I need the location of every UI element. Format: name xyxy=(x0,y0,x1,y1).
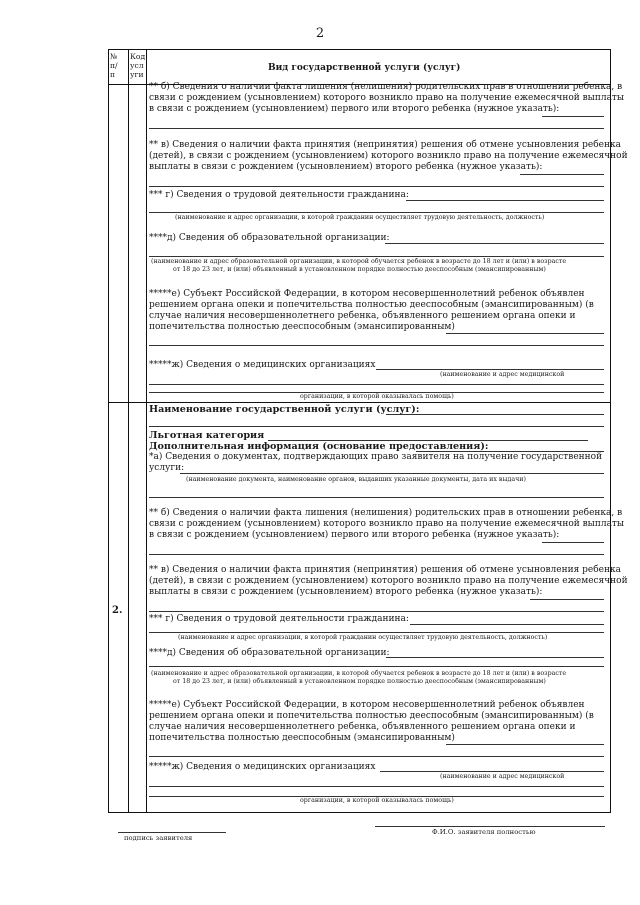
column-divider-code xyxy=(146,49,147,813)
input-line[interactable] xyxy=(149,256,604,257)
input-line[interactable] xyxy=(149,426,604,427)
section1-item-zh: *****ж) Сведения о медицинских организациях xyxy=(149,360,376,370)
section2-item-d-note: (наименование и адрес образовательной организации, в которой обучается ребенок в возрасте до 18 лет и (или) в возрасте от 18 до 23 лет, и (или) объявленный в установленном порядке полностью дееспособным (эмансипированным) xyxy=(151,670,567,685)
section1-item-v: ** в) Сведения о наличии факта принятия (непринятия) решения об отмене усыновления ребенка (детей), в связи с рождением (усыновлением) которого возникло право на получение ежемесячной выплаты в связи с рождением (усыновлением) второго ребенка (нужное указать): xyxy=(149,140,628,172)
signature-line[interactable] xyxy=(118,832,226,833)
header-col-no: № п/ п xyxy=(110,52,118,79)
input-line[interactable] xyxy=(149,212,604,213)
input-line[interactable] xyxy=(149,611,604,612)
section2-item-d: ****д) Сведения об образовательной организации: xyxy=(149,648,390,658)
section2-item-zh-note2: организации, в которой оказывалась помощь) xyxy=(300,797,454,804)
input-line[interactable] xyxy=(542,116,604,117)
input-line[interactable] xyxy=(385,243,604,244)
input-line[interactable] xyxy=(149,497,604,498)
section2-item-zh: *****ж) Сведения о медицинских организациях xyxy=(149,762,376,772)
section2-service-name: Наименование государственной услуги (услуг): xyxy=(149,404,420,415)
section1-item-g-note: (наименование и адрес организации, в которой гражданин осуществляет трудовую деятельность, должность) xyxy=(175,214,545,221)
input-line[interactable] xyxy=(542,542,604,543)
section2-item-e: *****е) Субъект Российской Федерации, в котором несовершеннолетний ребенок объявлен решением органа опеки и попечительства полностью дееспособным (эмансипированным) (в случае наличия несовершеннолетнего ребенка, объявленного решением органа опеки и попечительства полностью дееспособным (эмансипированным) xyxy=(149,700,594,743)
input-line[interactable] xyxy=(410,624,604,625)
input-line[interactable] xyxy=(446,744,604,745)
page-number: 2 xyxy=(315,26,325,41)
section2-category: Льготная категория xyxy=(149,430,265,441)
section1-item-zh-note1: (наименование и адрес медицинской xyxy=(440,371,565,378)
input-line[interactable] xyxy=(520,174,604,175)
section2-item-g-note: (наименование и адрес организации, в которой гражданин осуществляет трудовую деятельность, должность) xyxy=(178,634,548,641)
input-line[interactable] xyxy=(149,384,604,385)
input-line[interactable] xyxy=(446,333,604,334)
section2-item-a-note: (наименование документа, наименование органов, выдавших указанные документы, дата их выдачи) xyxy=(186,476,526,483)
input-line[interactable] xyxy=(149,666,604,667)
header-col-code: Код усл уги xyxy=(130,52,146,79)
section2-additional: Дополнительная информация (основание предоставления): xyxy=(149,441,489,452)
input-line[interactable] xyxy=(406,200,604,201)
input-line[interactable] xyxy=(530,599,604,600)
row-number: 2. xyxy=(112,605,123,616)
input-line[interactable] xyxy=(149,632,604,633)
section2-item-b: ** б) Сведения о наличии факта лишения (нелишения) родительских прав в отношении ребенка, в связи с рождением (усыновлением) которого возникло право на получение ежемесячной выплаты в связи с рождением (усыновлением) первого или второго ребенка (нужное указать): xyxy=(149,508,625,540)
full-name-caption: Ф.И.О. заявителя полностью xyxy=(432,828,536,836)
input-line[interactable] xyxy=(386,414,604,415)
section1-item-e: *****е) Субъект Российской Федерации, в котором несовершеннолетний ребенок объявлен решением органа опеки и попечительства полностью дееспособным (эмансипированным) (в случае наличия несовершеннолетнего ребенка, объявленного решением органа опеки и попечительства полностью дееспособным (эмансипированным) xyxy=(149,289,594,332)
column-divider-no xyxy=(128,49,129,813)
input-line[interactable] xyxy=(149,186,604,187)
input-line[interactable] xyxy=(376,369,604,370)
section2-item-v: ** в) Сведения о наличии факта принятия (непринятия) решения об отмене усыновления ребенка (детей), в связи с рождением (усыновлением) которого возникло право на получение ежемесячной выплаты в связи с рождением (усыновлением) второго ребенка (нужное указать): xyxy=(149,565,628,597)
input-line[interactable] xyxy=(149,786,604,787)
full-name-line[interactable] xyxy=(375,826,605,827)
section2-item-a: *а) Сведения о документах, подтверждающих право заявителя на получение государственной услуги: xyxy=(149,452,603,473)
signature-caption: подпись заявителя xyxy=(124,834,193,842)
input-line[interactable] xyxy=(180,473,604,474)
section2-item-zh-note1: (наименование и адрес медицинской xyxy=(440,773,565,780)
input-line[interactable] xyxy=(149,756,604,757)
section1-item-d: ****д) Сведения об образовательной организации: xyxy=(149,233,390,243)
input-line[interactable] xyxy=(380,771,604,772)
input-line[interactable] xyxy=(149,128,604,129)
section1-item-d-note: (наименование и адрес образовательной организации, в которой обучается ребенок в возрасте до 18 лет и (или) в возрасте от 18 до 23 лет, и (или) объявленный в установленном порядке полностью дееспособным (эмансипированным) xyxy=(151,258,567,273)
section1-item-g: *** г) Сведения о трудовой деятельности гражданина: xyxy=(149,190,409,200)
section1-item-b: ** б) Сведения о наличии факта лишения (нелишения) родительских прав в отношении ребенка, в связи с рождением (усыновлением) которого возникло право на получение ежемесячной выплаты в связи с рождением (усыновлением) первого или второго ребенка (нужное указать): xyxy=(149,82,625,114)
header-col-service: Вид государственной услуги (услуг) xyxy=(268,63,461,73)
section1-item-zh-note2: организации, в которой оказывалась помощь) xyxy=(300,393,454,400)
input-line[interactable] xyxy=(149,345,604,346)
row-divider xyxy=(108,402,610,403)
input-line[interactable] xyxy=(149,554,604,555)
input-line[interactable] xyxy=(386,657,604,658)
section2-item-g: *** г) Сведения о трудовой деятельности гражданина: xyxy=(149,614,409,624)
